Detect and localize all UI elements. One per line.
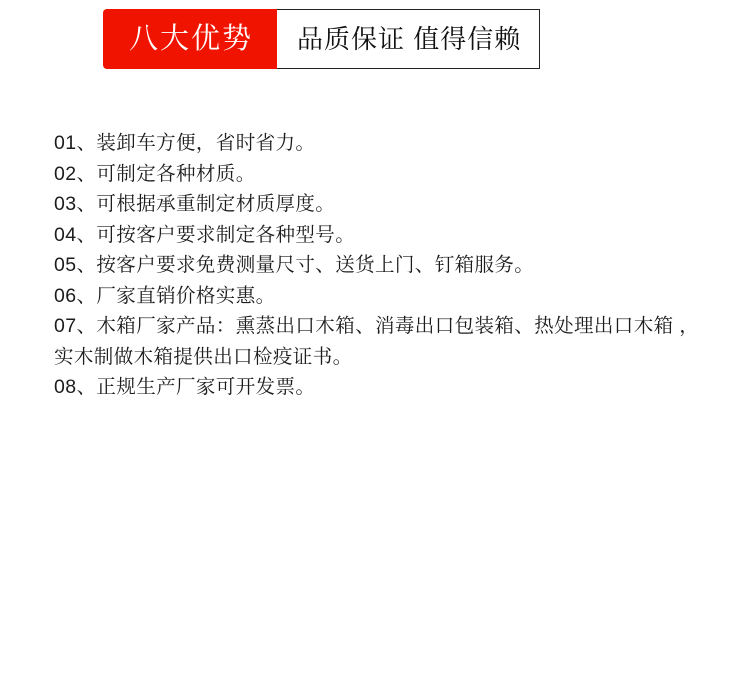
list-item: 06、厂家直销价格实惠。 bbox=[54, 284, 276, 307]
banner-subtitle-label: 品质保证 值得信赖 bbox=[277, 9, 540, 69]
list-item: 07、木箱厂家产品：熏蒸出口木箱、消毒出口包装箱、热处理出口木箱 ， 实木制做木箱提供出口检疫证书。 bbox=[54, 315, 706, 368]
banner-tag-label: 八大优势 bbox=[103, 9, 277, 69]
list-item: 02、可制定各种材质。 bbox=[54, 162, 256, 185]
list-item: 01、装卸车方便，省时省力。 bbox=[54, 132, 316, 154]
list-item: 03、可根据承重制定材质厚度。 bbox=[54, 193, 336, 215]
list-item: 05、按客户要求免费测量尺寸、送货上门、钉箱服务。 bbox=[54, 254, 535, 276]
list-item: 08、正规生产厂家可开发票。 bbox=[54, 376, 316, 398]
advantages-list bbox=[54, 128, 709, 403]
header-banner bbox=[103, 9, 540, 69]
list-item: 04、可按客户要求制定各种型号。 bbox=[54, 223, 356, 246]
